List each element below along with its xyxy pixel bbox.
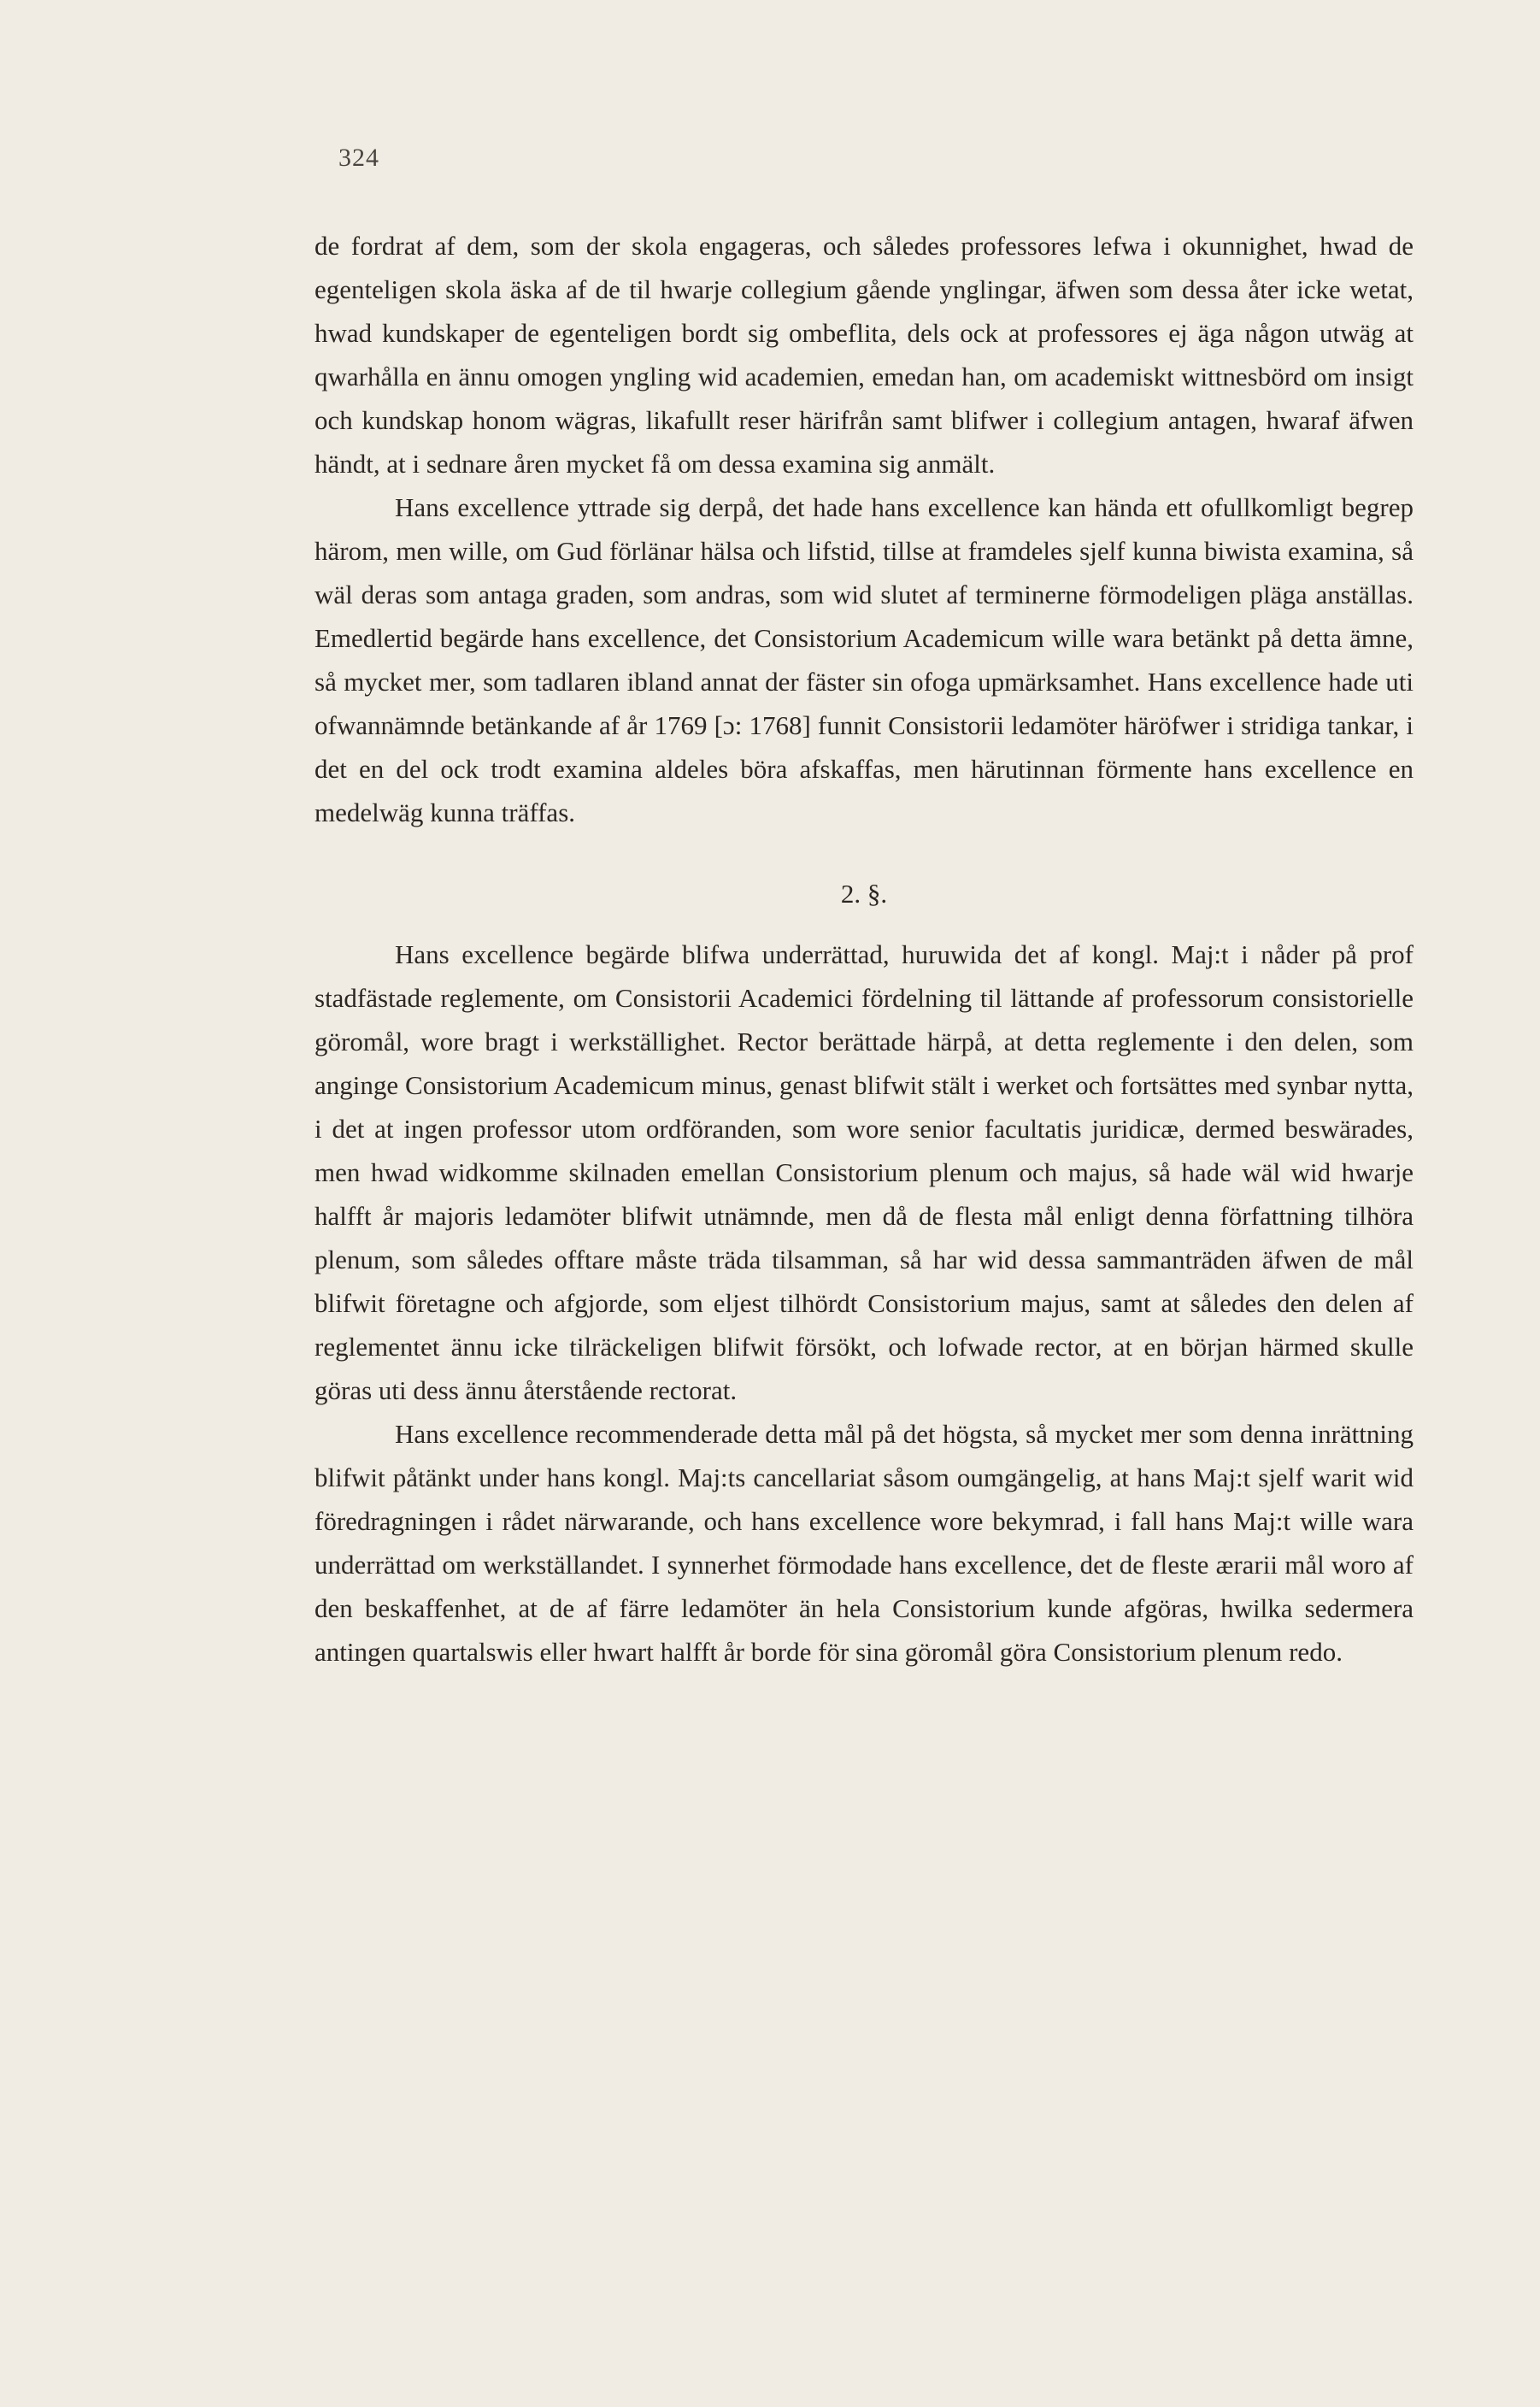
page-number: 324 — [338, 144, 379, 172]
paragraph-1: de fordrat af dem, som der skola engageras, och således professores lefwa i okunnighet, hwad de egenteligen skola äska af de til hwarje collegium gående ynglingar, äfwen som dessa åter icke wetat, hwad kundskaper de egenteligen bordt sig ombeflita, dels ock at professores ej äga någon utwäg at qwarhålla en ännu omogen yngling wid academien, emedan han, om academiskt wittnesbörd om insigt och kundskap honom wägras, likafullt reser härifrån samt blifwer i collegium antagen, hwaraf äfwen händt, at i sednare åren mycket få om dessa examina sig anmält. — [314, 231, 1414, 479]
paragraph-4: Hans excellence recommenderade detta mål på det högsta, så mycket mer som denna inrättning blifwit påtänkt under hans kongl. Maj:ts cancellariat såsom oumgängelig, at hans Maj:t sjelf warit wid föredragningen i rådet närwarande, och hans excellence wore bekymrad, i fall hans Maj:t wille wara underrättad om werkställandet. I synnerhet förmodade hans excellence, det de fleste ærarii mål woro af den beskaffenhet, at de af färre ledamöter än hela Consistorium kunde afgöras, hwilka sedermera antingen quartalswis eller hwart halfft år borde för sina göromål göra Consistorium plenum redo. — [314, 1419, 1414, 1667]
body-text — [314, 224, 1414, 1674]
paragraph-3: Hans excellence begärde blifwa underrättad, huruwida det af kongl. Maj:t i nåder på prof stadfästade reglemente, om Consistorii Academici fördelning til lättande af professorum consistorielle göromål, wore bragt i werkställighet. Rector berättade härpå, at detta reglemente i den delen, som anginge Consistorium Academicum minus, genast blifwit stält i werket och fortsättes med synbar nytta, i det at ingen professor utom ordföranden, som wore senior facultatis juridicæ, dermed beswärades, men hwad widkomme skilnaden emellan Consistorium plenum och majus, så hade wäl wid hwarje halfft år majoris ledamöter blifwit utnämnde, men då de flesta mål enligt denna författning tilhöra plenum, som således offtare måste träda tilsamman, så har wid dessa sammanträden äfwen de mål blifwit företagne och afgjorde, som eljest tilhördt Consistorium majus, samt at således den delen af reglementet ännu icke tilräckeligen blifwit försökt, och lofwade rector, at en början härmed skulle göras uti dess ännu återstående rectorat. — [314, 939, 1414, 1405]
paragraph-2: Hans excellence yttrade sig derpå, det hade hans excellence kan hända ett ofullkomligt begrep härom, men wille, om Gud förlänar hälsa och lifstid, tillse at framdeles sjelf kunna biwista examina, så wäl deras som antaga graden, som andras, som wid slutet af terminerne förmodeligen pläga anställas. Emedlertid begärde hans excellence, det Consistorium Academicum wille wara betänkt på detta ämne, så mycket mer, som tadlaren ibland annat der fäster sin ofoga upmärksamhet. Hans excellence hade uti ofwannämnde betänkande af år 1769 [ɔ: 1768] funnit Consistorii ledamöter häröfwer i stridiga tankar, i det en del ock trodt examina aldeles böra afskaffas, men härutinnan förmente hans excellence en medelwäg kunna träffas. — [314, 492, 1414, 827]
section-heading: 2. §. — [840, 879, 888, 909]
